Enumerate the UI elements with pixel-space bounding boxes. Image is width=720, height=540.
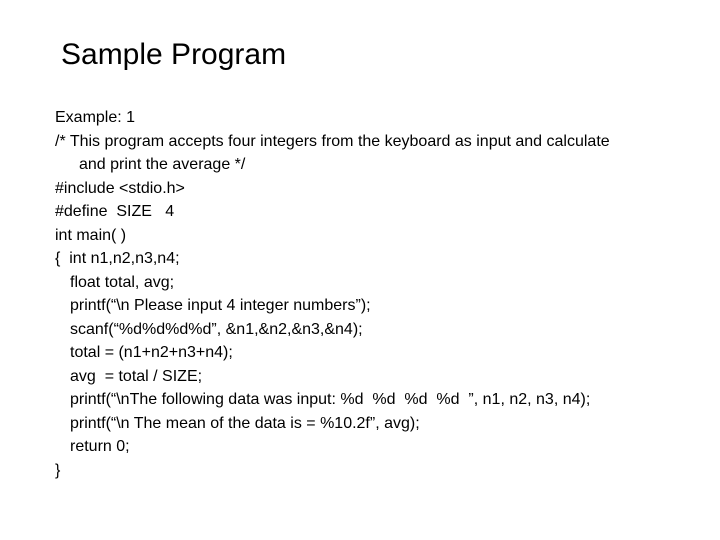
- code-line-main: int main( ): [55, 226, 127, 244]
- code-line-printf-data: printf(“\nThe following data was input: %d %d %d %d ”, n1, n2, n3, n4);: [70, 391, 591, 408]
- code-line-declare-ints: { int n1,n2,n3,n4;: [55, 250, 180, 267]
- code-line-printf-mean: printf(“\n The mean of the data is = %10.2f”, avg);: [70, 414, 420, 432]
- comment-line: /* This program accepts four integers from the keyboard as input and calculate: [55, 132, 610, 150]
- code-line-total: total = (n1+n2+n3+n4);: [70, 344, 233, 361]
- code-line-define: #define SIZE 4: [55, 203, 175, 220]
- slide-title: Sample Program: [61, 38, 287, 71]
- comment-line-continued: and print the average */: [79, 156, 246, 173]
- code-line-avg: avg = total / SIZE;: [70, 367, 203, 385]
- code-line-declare-floats: float total, avg;: [70, 273, 175, 291]
- code-line-close-brace: }: [55, 461, 61, 479]
- code-line-include: #include <stdio.h>: [55, 179, 185, 197]
- code-line-return: return 0;: [70, 438, 130, 455]
- code-block: [55, 106, 610, 482]
- code-line-printf-prompt: printf(“\n Please input 4 integer numbers”);: [70, 297, 371, 314]
- code-line-scanf: scanf(“%d%d%d%d”, &n1,&n2,&n3,&n4);: [70, 320, 363, 338]
- example-label: Example: 1: [55, 109, 136, 126]
